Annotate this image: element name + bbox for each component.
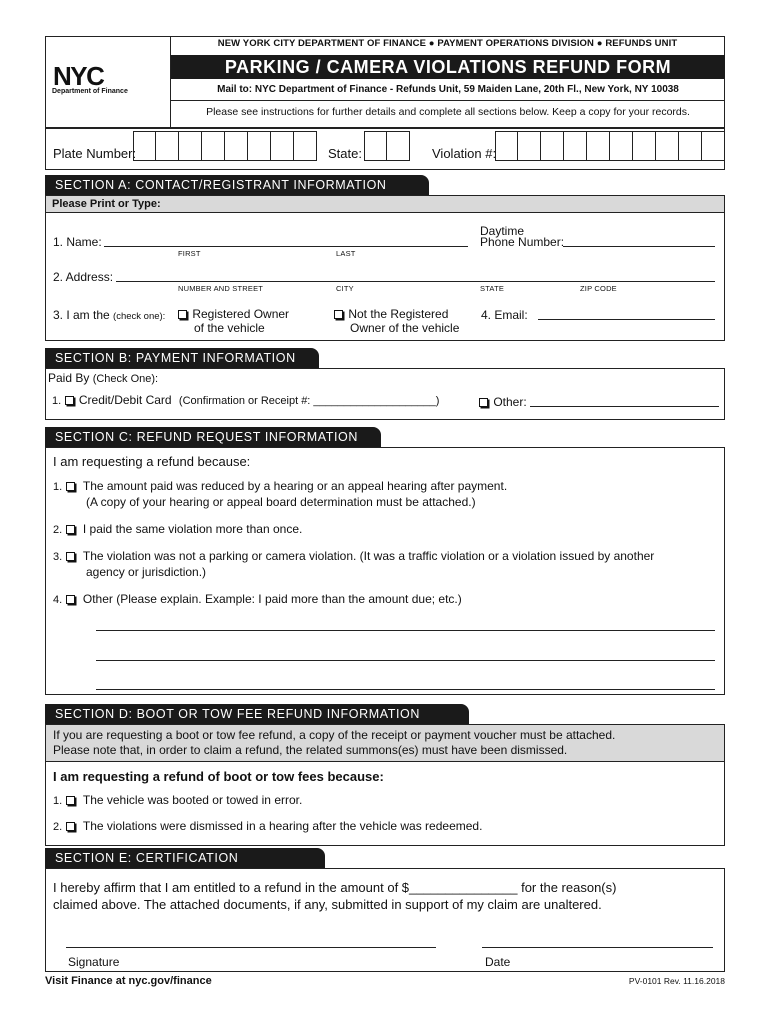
- boot-reason-1-checkbox[interactable]: [66, 796, 75, 805]
- reason-3-checkbox[interactable]: [66, 552, 75, 561]
- r1-line1: The amount paid was reduced by a hearing or an appeal hearing after payment.: [82, 479, 508, 493]
- instructions: Please see instructions for further details and complete all sections below. Keep a copy for your records.: [206, 106, 690, 118]
- mail-to: Mail to: NYC Department of Finance - Refunds Unit, 59 Maiden Lane, 20th Fl., New York, NY 10038: [217, 84, 679, 95]
- state-boxes[interactable]: [364, 131, 410, 161]
- daytime-label: Daytime: [480, 224, 525, 238]
- paid-by-check-one: (Check One):: [92, 373, 159, 385]
- paid-by-label: [48, 371, 158, 385]
- print-label: Please Print or Type:: [52, 198, 161, 210]
- nyc-logo-mark: [52, 62, 127, 88]
- section-e-tab: SECTION E: CERTIFICATION: [45, 848, 325, 868]
- other-payment-input[interactable]: [530, 406, 719, 407]
- refund-reason-1[interactable]: [53, 479, 507, 510]
- other-payment-option[interactable]: [479, 395, 527, 409]
- city-caption: CITY: [336, 284, 354, 293]
- r1-num: 1.: [53, 481, 63, 493]
- email-input[interactable]: [538, 319, 715, 320]
- explain-line-1[interactable]: [96, 630, 715, 631]
- address-label: 2. Address:: [53, 270, 114, 284]
- page-title: PARKING / CAMERA VIOLATIONS REFUND FORM: [224, 57, 672, 77]
- zip-caption: ZIP CODE: [580, 284, 617, 293]
- top-line: NEW YORK CITY DEPARTMENT OF FINANCE ● PAYMENT OPERATIONS DIVISION ● REFUNDS UNIT: [217, 38, 678, 49]
- boot-intro: I am requesting a refund of boot or tow fees because:: [53, 769, 384, 784]
- d1-text: The vehicle was booted or towed in error.: [82, 793, 303, 807]
- paid-by-text: Paid By: [48, 371, 90, 385]
- r1-line2: (A copy of your hearing or appeal board determination must be attached.): [86, 495, 476, 509]
- refund-reason-2[interactable]: [53, 522, 302, 536]
- plate-number-boxes[interactable]: [133, 131, 317, 161]
- signature-label: Signature: [68, 955, 120, 969]
- credit-card-option[interactable]: [52, 393, 439, 407]
- state-caption: STATE: [480, 284, 505, 293]
- section-a-tab: SECTION A: CONTACT/REGISTRANT INFORMATION: [45, 175, 429, 195]
- r2-line1: I paid the same violation more than once.: [82, 522, 303, 536]
- credit-card-label: Credit/Debit Card: [78, 393, 172, 407]
- affirm-line2: claimed above. The attached documents, if any, submitted in support of my claim are unaltered.: [53, 897, 602, 912]
- d1-num: 1.: [53, 795, 63, 807]
- confirmation-field[interactable]: (Confirmation or Receipt #: ____________________): [178, 395, 440, 407]
- logo-dept-label: Department of Finance: [52, 88, 128, 95]
- violation-label: Violation #:: [432, 146, 497, 161]
- name-label: 1. Name:: [53, 235, 102, 249]
- registered-owner-option[interactable]: [178, 307, 289, 335]
- boot-reason-2-checkbox[interactable]: [66, 822, 75, 831]
- section-c-tab: SECTION C: REFUND REQUEST INFORMATION: [45, 427, 381, 447]
- r3-num: 3.: [53, 551, 63, 563]
- date-line[interactable]: [482, 947, 713, 948]
- registered-line1: Registered Owner: [192, 307, 290, 321]
- address-input[interactable]: [116, 281, 715, 282]
- other-payment-checkbox[interactable]: [479, 398, 488, 407]
- nyc-logo: [52, 62, 127, 88]
- form-id: PV-0101 Rev. 11.16.2018: [628, 976, 725, 986]
- registered-owner-checkbox[interactable]: [178, 310, 187, 319]
- r4-num: 4.: [53, 594, 63, 606]
- r2-num: 2.: [53, 524, 63, 536]
- r4-line1: Other (Please explain. Example: I paid more than the amount due; etc.): [82, 592, 462, 606]
- violation-number-boxes[interactable]: [495, 131, 725, 161]
- svg-text:NYC: NYC: [53, 62, 104, 88]
- iam-label: [53, 308, 165, 322]
- refund-reason-4[interactable]: [53, 592, 462, 606]
- header-rule: [171, 100, 725, 101]
- email-label: 4. Email:: [481, 308, 528, 322]
- first-caption: FIRST: [178, 249, 201, 258]
- street-caption: NUMBER AND STREET: [178, 284, 264, 293]
- section-d-tab: SECTION D: BOOT OR TOW FEE REFUND INFORMATION: [45, 704, 469, 724]
- last-caption: LAST: [336, 249, 356, 258]
- not-registered-checkbox[interactable]: [334, 310, 343, 319]
- explain-line-2[interactable]: [96, 660, 715, 661]
- explain-line-3[interactable]: [96, 689, 715, 690]
- phone-input[interactable]: [563, 246, 715, 247]
- reason-2-checkbox[interactable]: [66, 525, 75, 534]
- not-registered-option[interactable]: [334, 307, 459, 335]
- credit-num: 1.: [52, 395, 62, 407]
- state-label: State:: [328, 146, 362, 161]
- registered-line2: of the vehicle: [194, 321, 265, 335]
- r3-line2: agency or jurisdiction.): [86, 565, 207, 579]
- reason-4-checkbox[interactable]: [66, 595, 75, 604]
- not-registered-line2: Owner of the vehicle: [350, 321, 460, 335]
- iam-check-one: (check one):: [113, 311, 166, 322]
- d2-num: 2.: [53, 821, 63, 833]
- affirmation: [53, 879, 616, 913]
- boot-reason-2[interactable]: [53, 819, 482, 833]
- refund-intro: I am requesting a refund because:: [53, 454, 251, 469]
- name-input[interactable]: [104, 246, 468, 247]
- other-payment-label: Other:: [493, 395, 527, 409]
- plate-number-label: Plate Number:: [53, 146, 137, 161]
- boot-note: [53, 728, 615, 758]
- boot-note-line1: If you are requesting a boot or tow fee refund, a copy of the receipt or payment voucher must be attached.: [53, 728, 616, 742]
- r3-line1: The violation was not a parking or camera violation. (It was a traffic violation or a violation issued by another: [82, 549, 655, 563]
- d2-text: The violations were dismissed in a hearing after the vehicle was redeemed.: [82, 819, 483, 833]
- date-label: Date: [485, 955, 511, 969]
- iam-text: 3. I am the: [53, 308, 110, 322]
- phone-label: Phone Number:: [480, 235, 565, 249]
- boot-reason-1[interactable]: [53, 793, 302, 807]
- refund-reason-3[interactable]: [53, 549, 654, 580]
- not-registered-line1: Not the Registered: [348, 307, 449, 321]
- section-b-tab: SECTION B: PAYMENT INFORMATION: [45, 348, 319, 368]
- signature-line[interactable]: [66, 947, 436, 948]
- visit-link[interactable]: Visit Finance at nyc.gov/finance: [45, 975, 212, 987]
- boot-note-line2: Please note that, in order to claim a refund, the related summons(es) must have been dismissed.: [53, 743, 568, 757]
- affirm-line1: I hereby affirm that I am entitled to a refund in the amount of $_______________ for the reason(s): [53, 880, 617, 895]
- reason-1-checkbox[interactable]: [66, 482, 75, 491]
- credit-card-checkbox[interactable]: [65, 396, 74, 405]
